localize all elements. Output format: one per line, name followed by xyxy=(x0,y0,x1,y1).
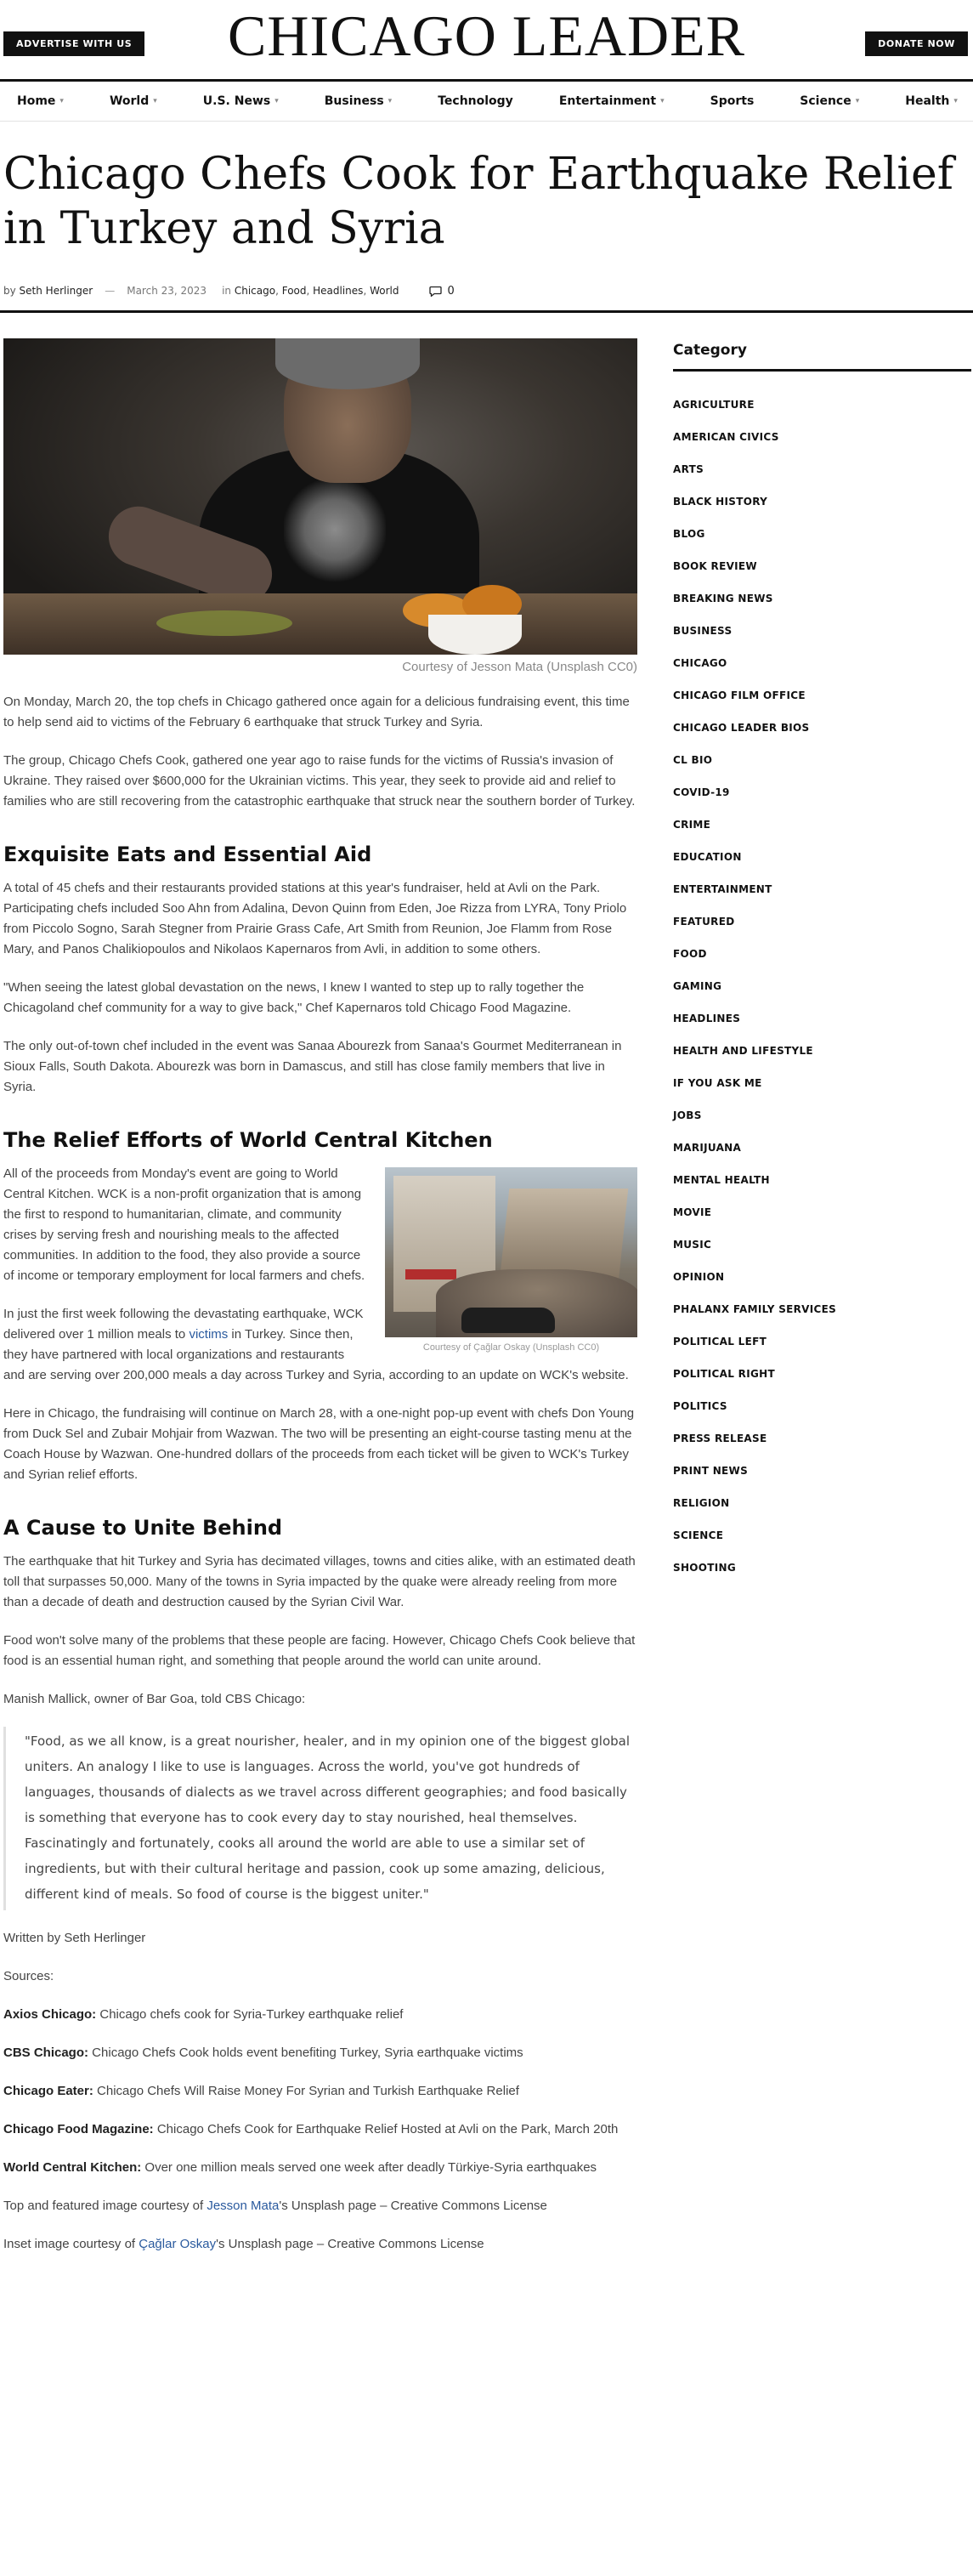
sidebar-category-item[interactable]: POLITICAL LEFT xyxy=(673,1336,767,1348)
text-run: 's Unsplash page – Creative Commons License xyxy=(279,2199,547,2213)
chevron-down-icon: ▾ xyxy=(660,97,665,105)
section-heading: A Cause to Unite Behind xyxy=(3,1516,283,1540)
inset-caption: Courtesy of Çağlar Oskay (Unsplash CC0) xyxy=(422,1342,600,1353)
sidebar-category-item[interactable]: CHICAGO xyxy=(673,657,727,669)
chevron-down-icon: ▾ xyxy=(274,97,279,105)
chevron-down-icon: ▾ xyxy=(388,97,393,105)
source-title: Chicago Chefs Cook holds event benefiting Turkey, Syria earthquake victims xyxy=(88,2045,523,2060)
section-paragraph: All of the proceeds from Monday's event are going to World Central Kitchen. WCK is a non-profit organization that is among the first to respond to humanitarian, climate, and community crises by serving fresh and nourishing meals to the affected communities. In addition to the food, they also provide a source of income or temporary employment for local farmers and chefs. xyxy=(3,1166,365,1283)
sidebar-category-item[interactable]: BUSINESS xyxy=(673,625,733,637)
site-logo[interactable]: CHICAGO LEADER xyxy=(228,3,745,68)
text-run: In just the first week following the devastating earthquake, WCK delivered over 1 million meals to xyxy=(3,1307,364,1342)
nav-label: Entertainment xyxy=(558,94,657,108)
category-links: Chicago, Food, Headlines, World xyxy=(234,285,399,297)
comments-link[interactable] xyxy=(429,285,454,298)
sidebar-category-item[interactable]: BOOK REVIEW xyxy=(673,560,757,572)
section-paragraph: Food won't solve many of the problems that these people are facing. However, Chicago Chefs Cook believe that food is an essential human right, and something that people around the world can unite around. xyxy=(3,1633,636,1668)
sidebar-category-item[interactable]: MENTAL HEALTH xyxy=(673,1174,770,1186)
category-link-world[interactable]: World xyxy=(370,285,399,297)
sidebar-category-item[interactable]: HEALTH AND LIFESTYLE xyxy=(673,1045,813,1057)
site-header xyxy=(0,0,973,71)
sidebar-category-item[interactable]: POLITICAL RIGHT xyxy=(673,1368,775,1380)
donate-button[interactable]: DONATE NOW xyxy=(865,31,968,56)
nav-label: Science xyxy=(800,94,851,108)
section-heading: Exquisite Eats and Essential Aid xyxy=(3,843,372,866)
sidebar-category-item[interactable]: MUSIC xyxy=(673,1239,712,1251)
sidebar-category-item[interactable]: MOVIE xyxy=(673,1206,712,1218)
source-outlet: Chicago Eater: xyxy=(3,2084,93,2098)
sources-list xyxy=(3,2005,637,2178)
inset-image xyxy=(385,1167,637,1337)
by-label: by xyxy=(3,285,16,297)
article-title: Chicago Chefs Cook for Earthquake Relief in Turkey and Syria xyxy=(3,149,954,254)
hero-image xyxy=(3,338,637,655)
nav-item-sports[interactable] xyxy=(710,94,755,108)
source-title: Chicago Chefs Cook for Earthquake Relief Hosted at Avli on the Park, March 20th xyxy=(153,2122,619,2136)
category-link-headlines[interactable]: Headlines xyxy=(313,285,364,297)
sidebar-category-item[interactable]: FEATURED xyxy=(673,916,735,928)
sidebar-category-item[interactable]: COVID-19 xyxy=(673,786,730,798)
sidebar-category-item[interactable]: BREAKING NEWS xyxy=(673,593,773,604)
in-label: in xyxy=(222,285,232,297)
source-item[interactable] xyxy=(3,2043,637,2063)
victims-link[interactable]: victims xyxy=(189,1327,229,1342)
sidebar-category-item[interactable]: HEADLINES xyxy=(673,1013,741,1024)
sidebar-category-item[interactable]: PHALANX FAMILY SERVICES xyxy=(673,1303,837,1315)
comment-count: 0 xyxy=(447,284,455,298)
source-item[interactable] xyxy=(3,2081,637,2102)
nav-label: World xyxy=(109,94,150,108)
nav-item-technology[interactable] xyxy=(438,94,513,108)
sidebar-category-item[interactable]: BLOG xyxy=(673,528,705,540)
source-outlet: World Central Kitchen: xyxy=(3,2160,142,2175)
section-paragraph: The only out-of-town chef included in the event was Sanaa Abourezk from Sanaa's Gourmet Mediterranean in Sioux Falls, South Dakota. Abourezk was born in Damascus, and still has close family members that live in Syria. xyxy=(3,1039,622,1094)
sidebar-category-item[interactable]: MARIJUANA xyxy=(673,1142,742,1154)
comment-icon xyxy=(429,286,442,297)
text-run: Top and featured image courtesy of xyxy=(3,2199,207,2213)
source-outlet: Chicago Food Magazine: xyxy=(3,2122,154,2136)
sidebar-category-item[interactable]: ENTERTAINMENT xyxy=(673,883,772,895)
intro-paragraph: On Monday, March 20, the top chefs in Chicago gathered once again for a delicious fundraising event, this time to help send aid to victims of the February 6 earthquake that struck Turkey and Syria. xyxy=(3,695,630,729)
nav-label: U.S. News xyxy=(202,94,271,108)
nav-item-us-news[interactable] xyxy=(203,94,279,108)
section-paragraph: Here in Chicago, the fundraising will continue on March 28, with a one-night pop-up event with chefs Don Young from Duck Sel and Zubair Mohjair from Wazwan. The two will be presenting an eight-course tasting menu at the Coach House by Wazwan. One-hundred dollars of the proceeds from each ticket will be given to WCK's Turkey and Syrian relief efforts. xyxy=(3,1406,635,1482)
section-paragraph: Manish Mallick, owner of Bar Goa, told CBS Chicago: xyxy=(3,1692,306,1706)
nav-label: Business xyxy=(324,94,384,108)
sidebar-category-item[interactable]: RELIGION xyxy=(673,1497,730,1509)
chevron-down-icon: ▾ xyxy=(59,97,64,105)
photographer-link[interactable]: Jesson Mata xyxy=(206,2199,280,2213)
source-title: Over one million meals served one week after deadly Türkiye-Syria earthquakes xyxy=(141,2160,597,2175)
sidebar-category-item[interactable]: ARTS xyxy=(673,463,704,475)
publish-date: March 23, 2023 xyxy=(127,285,207,297)
nav-label: Home xyxy=(17,94,56,108)
sidebar-category-item[interactable]: CL BIO xyxy=(673,754,713,766)
sidebar-category-item[interactable]: CHICAGO LEADER BIOS xyxy=(673,722,810,734)
text-run: Inset image courtesy of xyxy=(3,2237,139,2251)
image-credit xyxy=(3,2196,637,2216)
inset-figure xyxy=(385,1167,637,1353)
nav-item-business[interactable] xyxy=(325,94,392,108)
nav-item-entertainment[interactable] xyxy=(559,94,665,108)
sources-label: Sources: xyxy=(3,1969,54,1983)
sidebar-category-item[interactable]: SCIENCE xyxy=(673,1529,724,1541)
wck-section xyxy=(3,1164,637,1386)
sidebar-category-item[interactable]: BLACK HISTORY xyxy=(673,496,768,508)
source-title: Chicago chefs cook for Syria-Turkey earthquake relief xyxy=(96,2007,404,2022)
sidebar-title: Category xyxy=(673,342,971,372)
nav-label: Technology xyxy=(438,94,513,108)
author-link[interactable]: Seth Herlinger xyxy=(19,285,93,297)
sidebar-category-item[interactable]: EDUCATION xyxy=(673,851,742,863)
source-item[interactable] xyxy=(3,2158,637,2178)
sidebar-category-item[interactable]: AGRICULTURE xyxy=(673,399,755,411)
written-by: Written by Seth Herlinger xyxy=(3,1931,146,1945)
sidebar-category-item[interactable]: POLITICS xyxy=(673,1400,727,1412)
category-list xyxy=(673,389,971,1584)
advertise-button[interactable]: ADVERTISE WITH US xyxy=(3,31,144,56)
intro-paragraph: The group, Chicago Chefs Cook, gathered one year ago to raise funds for the victims of Russia's invasion of Ukraine. They raised over $600,000 for the Ukrainian victims. This year, they seek to provide aid and relief to families who are still recovering from the catastrophic earthquake that struck near the southern border of Turkey. xyxy=(3,753,636,809)
source-item[interactable] xyxy=(3,2119,637,2140)
main-nav xyxy=(0,79,973,122)
chevron-down-icon: ▾ xyxy=(953,97,958,105)
text-run: 's Unsplash page – Creative Commons License xyxy=(216,2237,484,2251)
nav-item-home[interactable] xyxy=(17,94,64,108)
source-item[interactable] xyxy=(3,2005,637,2025)
sidebar-category-item[interactable]: CRIME xyxy=(673,819,711,831)
photographer-link[interactable]: Çağlar Oskay xyxy=(139,2237,217,2251)
nav-item-world[interactable] xyxy=(110,94,157,108)
sidebar-category-item[interactable]: GAMING xyxy=(673,980,722,992)
section-heading: The Relief Efforts of World Central Kitchen xyxy=(3,1128,493,1152)
pull-quote xyxy=(3,1727,637,1910)
sidebar-category-item[interactable]: AMERICAN CIVICS xyxy=(673,431,779,443)
meta-separator: — xyxy=(105,285,116,297)
nav-label: Sports xyxy=(710,94,755,108)
sidebar-category-item[interactable]: IF YOU ASK ME xyxy=(673,1077,762,1089)
category-link-chicago[interactable]: Chicago xyxy=(234,285,276,297)
sidebar-category-item[interactable]: JOBS xyxy=(673,1109,702,1121)
sidebar-category-item[interactable]: OPINION xyxy=(673,1271,725,1283)
sidebar-category-item[interactable]: CHICAGO FILM OFFICE xyxy=(673,689,806,701)
section-paragraph: "When seeing the latest global devastation on the news, I knew I wanted to step up to rally together the Chicagoland chef community for a way to give back," Chef Kapernaros told Chicago Food Magazine. xyxy=(3,980,585,1015)
chevron-down-icon: ▾ xyxy=(855,97,860,105)
sidebar-category-item[interactable]: SHOOTING xyxy=(673,1562,737,1574)
nav-item-science[interactable] xyxy=(800,94,859,108)
category-link-food[interactable]: Food xyxy=(281,285,307,297)
article-body xyxy=(3,338,637,2255)
sidebar-category-item[interactable]: PRINT NEWS xyxy=(673,1465,749,1477)
text-run: in Turkey. Since then, they have partnered with local organizations and restaurants and are serving over 200,000 meals a day across Turkey and Syria, according to an update on WCK's website. xyxy=(3,1327,629,1382)
hero-caption: Courtesy of Jesson Mata (Unsplash CC0) xyxy=(402,660,637,674)
section-paragraph: A total of 45 chefs and their restaurants provided stations at this year's fundraiser, held at Avli on the Park. Participating chefs included Soo Ahn from Adalina, Devon Quinn from Eden, Joe Rizza from LYRA, Tony Priolo from Piccolo Sogno, Sarah Stegner from Prairie Grass Cafe, Art Smith from Reunion, Joe Flamm from Rose Mary, and Panos Chalikiopoulos and Nikolaos Kapernaros from Avli, in addition to some others. xyxy=(3,881,627,956)
source-outlet: CBS Chicago: xyxy=(3,2045,89,2060)
chevron-down-icon: ▾ xyxy=(153,97,157,105)
nav-item-health[interactable] xyxy=(905,94,958,108)
sidebar-category-item[interactable]: PRESS RELEASE xyxy=(673,1433,767,1444)
image-credit xyxy=(3,2234,637,2255)
article-meta xyxy=(0,256,973,302)
section-paragraph: The earthquake that hit Turkey and Syria has decimated villages, towns and cities alike, with an estimated death toll that surpasses 50,000. Many of the towns in Syria impacted by the quake were already reeling from more than a decade of death and destruction caused by the Syrian Civil War. xyxy=(3,1554,636,1609)
source-outlet: Axios Chicago: xyxy=(3,2007,97,2022)
sidebar xyxy=(673,338,971,2255)
nav-label: Health xyxy=(905,94,950,108)
sidebar-category-item[interactable]: FOOD xyxy=(673,948,707,960)
quote-text: "Food, as we all know, is a great nourisher, healer, and in my opinion one of the biggest global uniters. An analogy I like to use is languages. Across the world, you've got hundreds of languages, thousands of dialects as we travel across different geographies; and food basically is something that everyone has to cook every day to stay nourished, heal themselves. Fascinatingly and fortunately, cooks all around the world are able to use a similar set of ingredients, but with their cultural heritage and passion, cook up some amazing, delicious, different kind of meals. So food of course is the biggest uniter." xyxy=(25,1733,631,1902)
source-title: Chicago Chefs Will Raise Money For Syrian and Turkish Earthquake Relief xyxy=(93,2084,519,2098)
